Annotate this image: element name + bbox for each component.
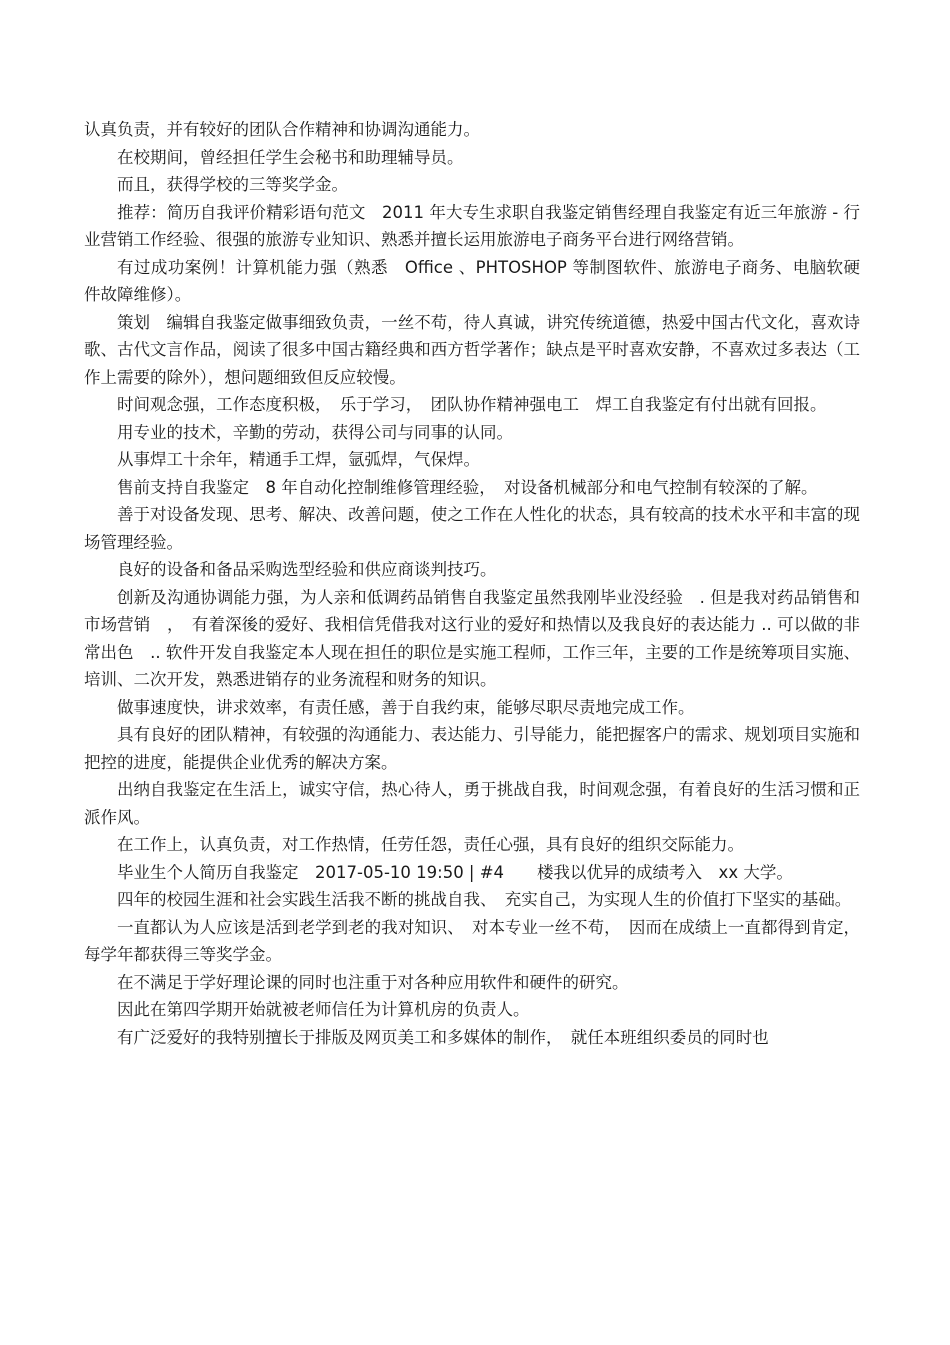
paragraph: 有广泛爱好的我特别擅长于排版及网页美工和多媒体的制作， 就任本班组织委员的同时也: [117, 1027, 769, 1047]
paragraph: 具有良好的团队精神，有较强的沟通能力、表达能力、引导能力，能把握客户的需求、规划项目实施和把控的进度，能提供企业优秀的解决方案。: [84, 725, 860, 772]
paragraph: 从事焊工十余年，精通手工焊，氩弧焊，气保焊。: [117, 450, 480, 469]
paragraph: 售前支持自我鉴定 8 年自动化控制维修管理经验， 对设备机械部分和电气控制有较深的了解。: [117, 477, 818, 497]
paragraph: 在不满足于学好理论课的同时也注重于对各种应用软件和硬件的研究。: [117, 972, 629, 992]
paragraph: 用专业的技术，辛勤的劳动，获得公司与同事的认同。: [117, 422, 513, 442]
paragraph: 时间观念强，工作态度积极， 乐于学习， 团队协作精神强电工 焊工自我鉴定有付出就有回报。: [117, 395, 827, 414]
paragraph: 推荐：简历自我评价精彩语句范文 2011 年大专生求职自我鉴定销售经理自我鉴定有近三年旅游 - 行业营销工作经验、很强的旅游专业知识、熟悉并擅长运用旅游电子商务平台进行网络营销。: [84, 202, 860, 249]
paragraph: 因此在第四学期开始就被老师信任为计算机房的负责人。: [117, 1000, 530, 1019]
paragraph: 出纳自我鉴定在生活上，诚实守信，热心待人，勇于挑战自我，时间观念强，有着良好的生活习惯和正派作风。: [84, 780, 860, 827]
paragraph: 在工作上，认真负责，对工作热情，任劳任怨，责任心强，具有良好的组织交际能力。: [117, 835, 744, 854]
paragraph: 有过成功案例！计算机能力强（熟悉 Office 、PHTOSHOP 等制图软件、旅游电子商务、电脑软硬件故障维修）。: [84, 257, 860, 304]
paragraph: 做事速度快，讲求效率，有责任感，善于自我约束，能够尽职尽责地完成工作。: [117, 697, 695, 717]
paragraph: 认真负责，并有较好的团队合作精神和协调沟通能力。: [84, 120, 480, 139]
paragraph: 毕业生个人简历自我鉴定 2017-05-10 19:50 | #4 楼我以优异的成绩考入 xx 大学。: [117, 862, 793, 882]
paragraph: 在校期间，曾经担任学生会秘书和助理辅导员。: [117, 147, 464, 167]
paragraph: 策划 编辑自我鉴定做事细致负责，一丝不苟，待人真诚，讲究传统道德，热爱中国古代文化，喜欢诗歌、古代文言作品，阅读了很多中国古籍经典和西方哲学著作；缺点是平时喜欢安静，不喜欢过多表达（工作上需要的除外），想问题细致但反应较慢。: [84, 312, 860, 387]
paragraph: 四年的校园生涯和社会实践生活我不断的挑战自我、 充实自己，为实现人生的价值打下坚实的基础。: [117, 890, 852, 909]
paragraph: 而且，获得学校的三等奖学金。: [117, 175, 348, 194]
paragraph: 善于对设备发现、思考、解决、改善问题，使之工作在人性化的状态，具有较高的技术水平和丰富的现场管理经验。: [84, 505, 860, 552]
document-body: [84, 116, 860, 1051]
paragraph: 一直都认为人应该是活到老学到老的我对知识、 对本专业一丝不苟， 因而在成绩上一直都得到肯定，每学年都获得三等奖学金。: [84, 917, 860, 964]
paragraph: 创新及沟通协调能力强，为人亲和低调药品销售自我鉴定虽然我刚毕业没经验 . 但是我对药品销售和市场营销 ， 有着深後的爱好、我相信凭借我对这行业的爱好和热情以及我良好的表达能力 .. 可以做的非常出色 .. 软件开发自我鉴定本人现在担任的职位是实施工程师，工作三年，主要的工作是统筹项目实施、培训、二次开发，熟悉进销存的业务流程和财务的知识。: [84, 587, 860, 689]
paragraph: 良好的设备和备品采购选型经验和供应商谈判技巧。: [117, 560, 497, 579]
